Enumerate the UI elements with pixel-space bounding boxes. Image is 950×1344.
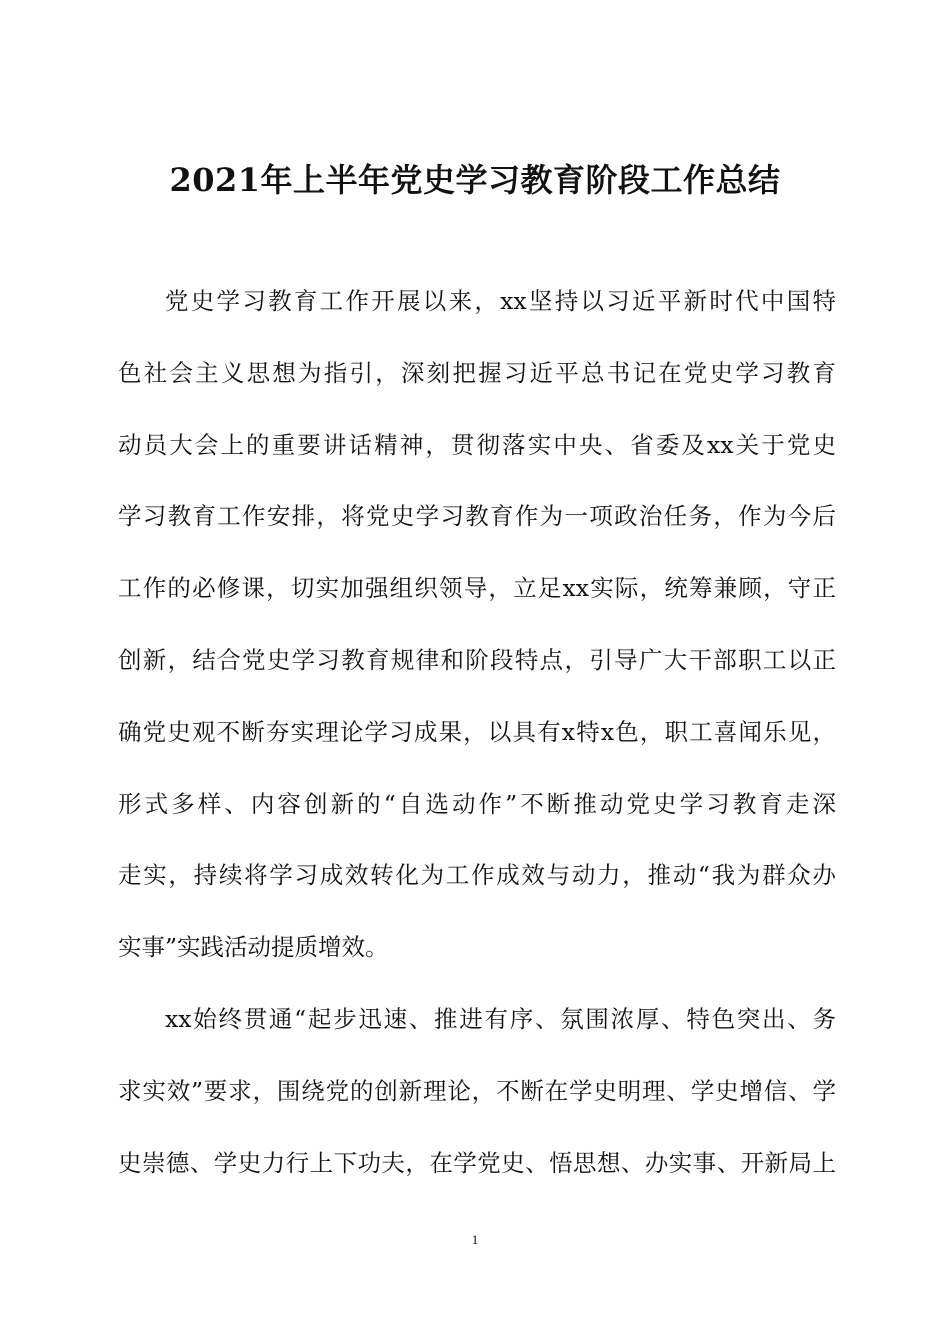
paragraph-1-line-7: 确党史观不断夯实理论学习成果，以具有x特x色，职工喜闻乐见， xyxy=(118,717,836,746)
paragraph-1-line-3: 动员大会上的重要讲话精神，贯彻落实中央、省委及xx关于党史 xyxy=(118,430,836,459)
paragraph-2-line-3: 史崇德、学史力行上下功夫，在学党史、悟思想、办实事、开新局上 xyxy=(118,1148,836,1177)
document-body xyxy=(118,279,836,1212)
paragraph-1-line-1: 党史学习教育工作开展以来，xx坚持以习近平新时代中国特 xyxy=(165,287,836,315)
paragraph-1-line-8: 形式多样、内容创新的“自选动作”不断推动党史学习教育走深 xyxy=(118,789,836,818)
paragraph-1-line-6: 创新，结合党史学习教育规律和阶段特点，引导广大干部职工以正 xyxy=(118,645,836,674)
paragraph-2-line-1: xx始终贯通“起步迅速、推进有序、氛围浓厚、特色突出、务 xyxy=(165,1004,836,1033)
page-number: 1 xyxy=(471,1232,479,1247)
paragraph-1-line-9: 走实，持续将学习成效转化为工作成效与动力，推动“我为群众办 xyxy=(118,861,836,890)
paragraph-1-line-2: 色社会主义思想为指引，深刻把握习近平总书记在党史学习教育 xyxy=(118,358,836,387)
paragraph-2-line-2: 求实效”要求，围绕党的创新理论，不断在学史明理、学史增信、学 xyxy=(118,1076,836,1105)
paragraph-1-line-10: 实事”实践活动提质增效。 xyxy=(118,933,389,962)
paragraph-1-line-5: 工作的必修课，切实加强组织领导，立足xx实际，统筹兼顾，守正 xyxy=(118,574,836,603)
document-title: 2021年上半年党史学习教育阶段工作总结 xyxy=(169,161,781,199)
paragraph-1-line-4: 学习教育工作安排，将党史学习教育作为一项政治任务，作为今后 xyxy=(118,502,836,531)
